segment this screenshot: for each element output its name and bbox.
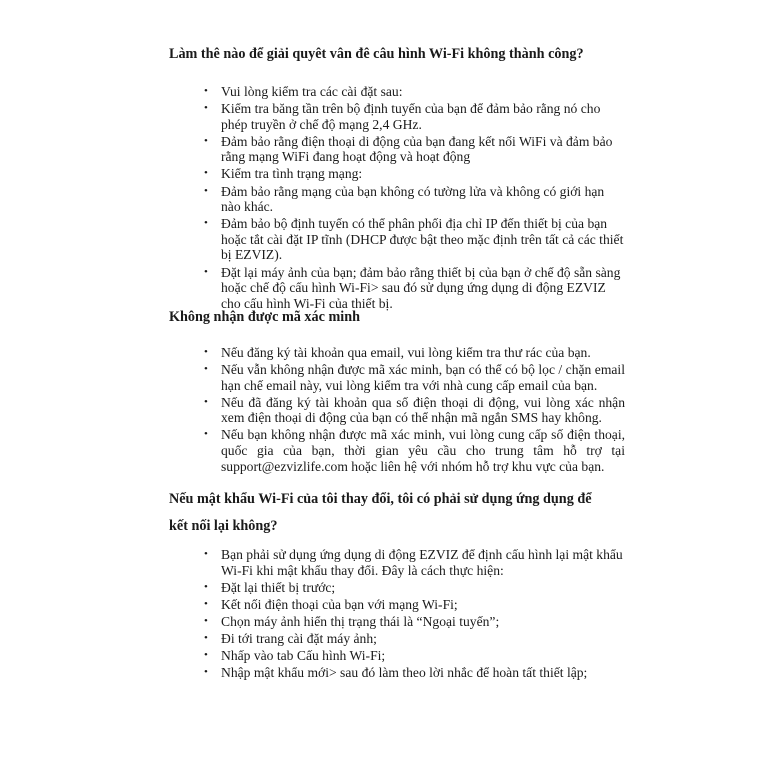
list-item: • Đặt lại máy ảnh của bạn; đảm bảo rằng thiết bị của bạn ở chế độ sẵn sàng hoặc chế độ cấu hình Wi-Fi> sau đó sử dụng ứng dụng di động EZVIZ cho cấu hình Wi-Fi của thiết bị. [204,264,621,311]
list-item: • Bạn phải sử dụng ứng dụng di động EZVIZ để định cấu hình lại mật khẩu Wi-Fi khi mật khẩu thay đổi. Đây là cách thực hiện: [204,547,623,578]
list-item: • Nhập mật khẩu mới> sau đó làm theo lời nhắc để hoàn tất thiết lập; [204,665,588,681]
list-item: • Nếu đã đăng ký tài khoản qua số điện thoại di động, vui lòng xác nhận xem điện thoại di động của bạn có thể nhận mã ngắn SMS hay không. [204,394,625,426]
bullet-icon: • [204,548,208,560]
section-heading-wifi-password-change: Nếu mật khẩu Wi-Fi của tôi thay đổi, tôi có phải sử dụng ứng dụng để kết nối lại không? [169,491,592,534]
bullet-icon: • [204,102,208,115]
list-item: • Đi tới trang cài đặt máy ảnh; [204,630,377,646]
list-item: • Đảm bảo bộ định tuyến có thể phân phối địa chỉ IP đến thiết bị của bạn hoặc tắt cài đặt IP tĩnh (DHCP được bật theo mặc định trên tất cả các thiết bị EZVIZ). [204,216,624,263]
list-item: • Đảm bảo rằng mạng của bạn không có tường lửa và không có giới hạn nào khác. [204,183,605,215]
list-item: • Đặt lại thiết bị trước; [204,579,336,595]
bullet-icon: • [204,217,208,230]
bullet-icon: • [204,265,208,278]
bullet-icon: • [204,580,208,593]
bullet-icon: • [204,649,208,662]
bullet-icon: • [204,184,208,197]
bullet-icon: • [204,597,208,610]
bullet-icon: • [204,631,208,644]
verification-code-list [204,345,625,476]
bullet-icon: • [204,428,208,441]
section-heading-wifi-config: Làm thê nào để giải quyêt vân đê câu hình Wi-Fi không thành công? [169,46,584,62]
wifi-password-steps-list [204,547,625,682]
list-item: • Kết nối điện thoại của bạn với mạng Wi-Fi; [204,596,458,612]
bullet-icon: • [204,85,208,97]
bullet-icon: • [204,346,208,358]
list-item: • Vui lòng kiểm tra các cài đặt sau: [204,84,403,99]
list-item: • Nếu bạn không nhận được mã xác minh, vui lòng cung cấp số điện thoại, quốc gia của bạn, thời gian yêu cầu cho trung tâm hỗ trợ tại support@ezvizlife.com hoặc liên hệ với nhóm hỗ trợ khu vực của bạn. [204,427,625,474]
bullet-icon: • [204,134,208,147]
bullet-icon: • [204,395,208,408]
list-item: • Kiểm tra băng tần trên bộ định tuyến của bạn để đảm bảo rằng nó cho phép truyền ở chế độ mạng 2,4 GHz. [204,101,601,132]
list-item: • Nếu đăng ký tài khoản qua email, vui lòng kiểm tra thư rác của bạn. [204,345,591,360]
bullet-icon: • [204,363,208,376]
list-item: • Chọn máy ảnh hiển thị trạng thái là “Ngoại tuyến”; [204,613,500,629]
bullet-icon: • [204,666,208,679]
list-item: • Nhấp vào tab Cấu hình Wi-Fi; [204,648,386,664]
section-heading-verification-code: Không nhận được mã xác minh [169,309,360,325]
list-item: • Kiểm tra tình trạng mạng: [204,166,363,182]
wifi-config-steps-list [204,84,625,313]
bullet-icon: • [204,614,208,627]
list-item: • Đảm bảo rằng điện thoại di động của bạn đang kết nối WiFi và đảm bảo rằng mạng WiFi đang hoạt động và hoạt động [204,133,613,165]
list-item: • Nếu vẫn không nhận được mã xác minh, bạn có thể có bộ lọc / chặn email hạn chế email này, vui lòng kiểm tra với nhà cung cấp email của bạn. [204,362,625,393]
bullet-icon: • [204,167,208,180]
